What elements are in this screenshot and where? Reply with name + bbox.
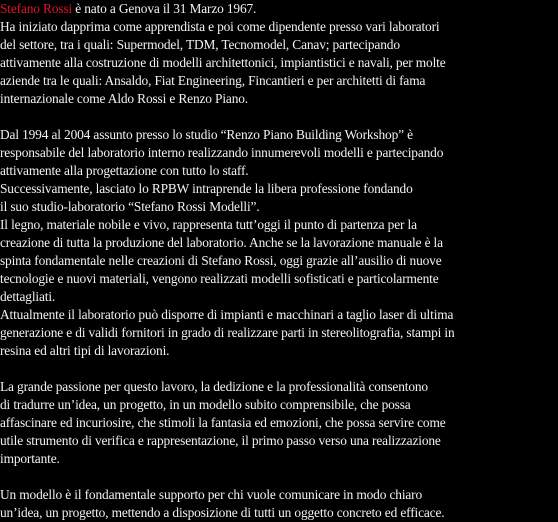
paragraph-line: Successivamente, lasciato lo RPBW intraprende la libera professione fondando <box>0 181 413 196</box>
paragraph-line: attivamente alla progettazione con tutto lo staff. <box>0 163 249 178</box>
paragraph-line: tecnologie e nuovi materiali, vengono realizzati modelli sofisticati e particolarmente <box>0 271 439 286</box>
paragraph-spacer <box>0 360 558 378</box>
paragraph-line: Il legno, materiale nobile e vivo, rappresenta tutt’oggi il punto di partenza per la <box>0 217 417 232</box>
paragraph-line: Dal 1994 al 2004 assunto presso lo studio “Renzo Piano Building Workshop” è <box>0 127 413 142</box>
paragraph-line: affascinare ed incuriosire, che stimoli la fantasia ed emozioni, che possa servire come <box>0 415 446 430</box>
person-name: Stefano Rossi <box>0 1 73 16</box>
paragraph-line: del settore, tra i quali: Supermodel, TDM, Tecnomodel, Canav; partecipando <box>0 37 400 52</box>
paragraph-line: utile strumento di verifica e rappresentazione, il primo passo verso una realizzazione <box>0 433 441 448</box>
paragraph-line: La grande passione per questo lavoro, la dedizione e la professionalità consentono <box>0 379 428 394</box>
paragraph-line: aziende tra le quali: Ansaldo, Fiat Engineering, Fincantieri e per architetti di fama <box>0 73 426 88</box>
paragraph-line: di tradurre un’idea, un progetto, in un modello subito comprensibile, che possa <box>0 397 411 412</box>
paragraph-line: Un modello è il fondamentale supporto per chi vuole comunicare in modo chiaro <box>0 487 423 502</box>
paragraph-line: importante. <box>0 451 60 466</box>
paragraph-line: dettagliati. <box>0 289 56 304</box>
paragraph-line: Ha iniziato dapprima come apprendista e poi come dipendente presso vari laboratori <box>0 19 440 34</box>
paragraph-spacer <box>0 108 558 126</box>
paragraph-line: resina ed altri tipi di lavorazioni. <box>0 343 170 358</box>
paragraph-line: attivamente alla costruzione di modelli architettonici, impiantistici e navali, per molte <box>0 55 446 70</box>
paragraph-line: Attualmente il laboratorio può disporre di impianti e macchinari a taglio laser di ultima <box>0 307 454 322</box>
paragraph-line: internazionale come Aldo Rossi e Renzo Piano. <box>0 91 248 106</box>
paragraph-line: un’idea, un progetto, mettendo a disposizione di tutti un oggetto concreto ed efficace. <box>0 505 445 520</box>
paragraph-line: spinta fondamentale nelle creazioni di Stefano Rossi, oggi grazie all’ausilio di nuove <box>0 253 442 268</box>
intro-text: è nato a Genova il 31 Marzo 1967. <box>72 1 257 16</box>
paragraph-spacer <box>0 468 558 486</box>
paragraph-line: il suo studio-laboratorio “Stefano Rossi Modelli”. <box>0 199 260 214</box>
paragraph-line: generazione e di validi fornitori in grado di realizzare parti in stereolitografia, stampi in <box>0 325 455 340</box>
paragraph-line: responsabile del laboratorio interno realizzando innumerevoli modelli e partecipando <box>0 145 444 160</box>
paragraph-line: creazione di tutta la produzione del laboratorio. Anche se la lavorazione manuale è la <box>0 235 443 250</box>
intro-line <box>0 0 558 18</box>
